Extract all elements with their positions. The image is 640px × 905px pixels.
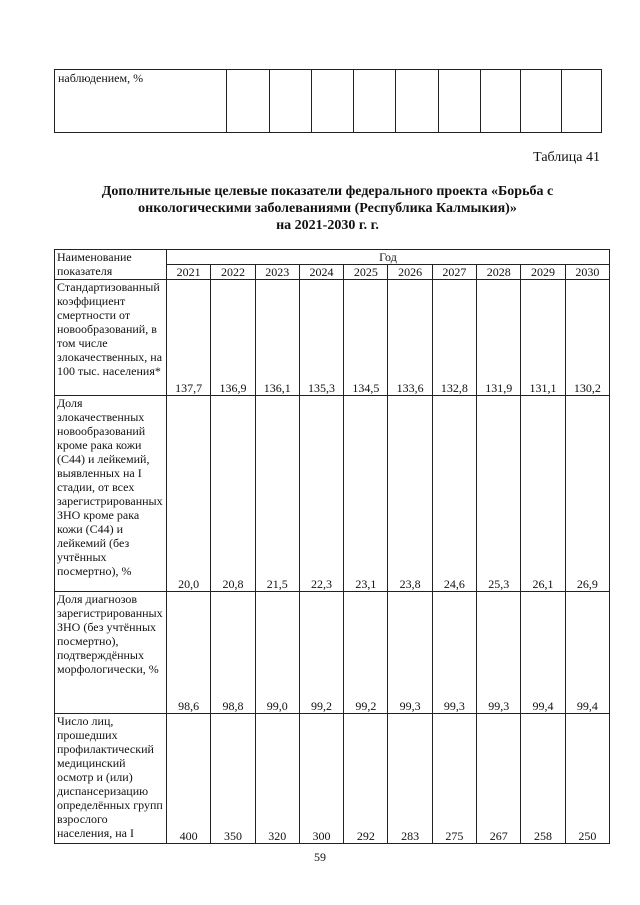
- table-row: [55, 280, 610, 396]
- indicator-value: 130,2: [565, 280, 609, 396]
- page-number: 59: [314, 850, 326, 864]
- indicator-value: 350: [211, 714, 255, 844]
- indicator-value: 20,0: [167, 396, 211, 592]
- indicator-value: 25,3: [477, 396, 521, 592]
- indicator-value: 258: [521, 714, 565, 844]
- indicator-value: 300: [299, 714, 343, 844]
- indicator-value: 131,1: [521, 280, 565, 396]
- previous-table-cell: [561, 70, 601, 133]
- indicator-value: 21,5: [255, 396, 299, 592]
- indicator-value: 99,3: [477, 592, 521, 714]
- indicator-value: 99,4: [521, 592, 565, 714]
- indicator-value: 98,8: [211, 592, 255, 714]
- indicator-value: 136,9: [211, 280, 255, 396]
- previous-table-cell: [311, 70, 353, 133]
- indicators-table: [54, 249, 610, 844]
- indicator-value: 98,6: [167, 592, 211, 714]
- header-year: 2024: [299, 265, 343, 280]
- header-year: 2026: [388, 265, 432, 280]
- table-row: [55, 714, 610, 844]
- indicator-value: 292: [344, 714, 388, 844]
- indicator-value: 275: [432, 714, 476, 844]
- previous-table-cell: [354, 70, 396, 133]
- indicator-value: 99,3: [388, 592, 432, 714]
- previous-table-cell: [438, 70, 480, 133]
- previous-table-cell: [227, 70, 269, 133]
- title-line: Дополнительные целевые показатели федерального проекта «Борьба с: [101, 184, 554, 199]
- indicator-value: 400: [167, 714, 211, 844]
- header-year: 2030: [565, 265, 609, 280]
- indicator-value: 320: [255, 714, 299, 844]
- header-year: 2023: [255, 265, 299, 280]
- header-year: 2028: [477, 265, 521, 280]
- header-year: 2021: [167, 265, 211, 280]
- header-year: 2025: [344, 265, 388, 280]
- previous-table-cell: [521, 70, 561, 133]
- indicator-value: 135,3: [299, 280, 343, 396]
- indicator-value: 26,9: [565, 396, 609, 592]
- header-year: 2027: [432, 265, 476, 280]
- table-row: [55, 396, 610, 592]
- indicator-value: 23,8: [388, 396, 432, 592]
- indicator-value: 99,0: [255, 592, 299, 714]
- header-year-group: Год: [167, 250, 610, 265]
- title-line: онкологическими заболеваниями (Республика Калмыкия)»: [138, 201, 517, 216]
- table-title: [40, 183, 615, 234]
- indicator-value: 131,9: [477, 280, 521, 396]
- indicator-value: 99,3: [432, 592, 476, 714]
- indicator-value: 134,5: [344, 280, 388, 396]
- previous-table-cell: [269, 70, 311, 133]
- indicator-value: 99,4: [565, 592, 609, 714]
- indicator-value: 137,7: [167, 280, 211, 396]
- title-line: на 2021-2030 г. г.: [276, 218, 379, 233]
- indicator-value: 250: [565, 714, 609, 844]
- indicator-value: 20,8: [211, 396, 255, 592]
- previous-table-cell: [480, 70, 520, 133]
- header-year: 2029: [521, 265, 565, 280]
- indicator-value: 26,1: [521, 396, 565, 592]
- indicator-value: 136,1: [255, 280, 299, 396]
- header-indicator-name: Наименование показателя: [55, 250, 167, 280]
- indicator-name: Доля злокачественных новообразований кроме рака кожи (С44) и лейкемий, выявленных на I стадии, от всех зарегистрированных ЗНО кроме рака кожи (С44) и лейкемий (без учтённых посмертно), %: [55, 396, 167, 592]
- indicator-value: 99,2: [299, 592, 343, 714]
- indicator-value: 23,1: [344, 396, 388, 592]
- indicator-value: 99,2: [344, 592, 388, 714]
- indicator-value: 132,8: [432, 280, 476, 396]
- indicator-name: Число лиц, прошедших профилактический медицинский осмотр и (или) диспансеризацию определённых групп взрослого населения, на I: [55, 714, 167, 844]
- indicator-name: Доля диагнозов зарегистрированных ЗНО (без учтённых посмертно), подтверждённых морфологически, %: [55, 592, 167, 714]
- previous-table-label: наблюдением, %: [55, 70, 227, 133]
- indicator-value: 133,6: [388, 280, 432, 396]
- table-row: [55, 592, 610, 714]
- header-year: 2022: [211, 265, 255, 280]
- table-number: Таблица 41: [533, 150, 600, 165]
- indicator-value: 267: [477, 714, 521, 844]
- indicator-value: 283: [388, 714, 432, 844]
- indicator-value: 22,3: [299, 396, 343, 592]
- indicator-name: Стандартизованный коэффициент смертности от новообразований, в том числе злокачественных, на 100 тыс. населения*: [55, 280, 167, 396]
- previous-table-fragment: [54, 69, 602, 133]
- previous-table-cell: [396, 70, 438, 133]
- indicator-value: 24,6: [432, 396, 476, 592]
